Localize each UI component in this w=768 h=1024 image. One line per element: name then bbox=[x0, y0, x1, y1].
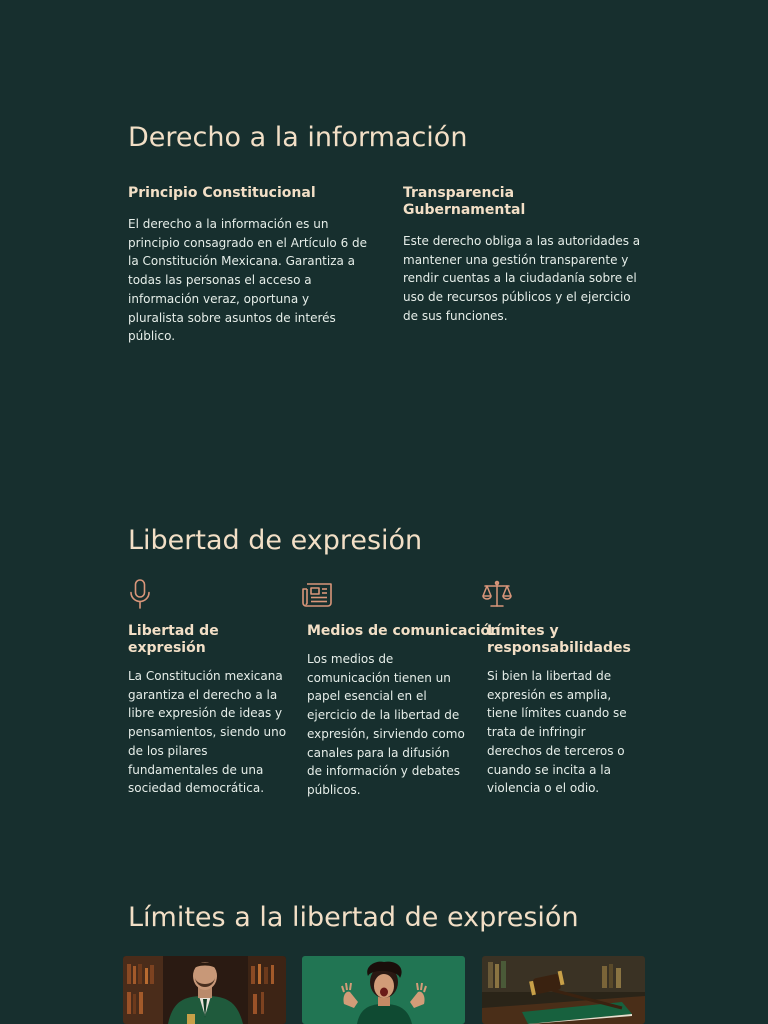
limites-responsabilidades-text: Si bien la libertad de expresión es amplia, tiene límites cuando se trata de infringir derechos de terceros o cuando se incita a la violencia o el odio. bbox=[487, 669, 627, 796]
section-title-derecho-informacion: Derecho a la información bbox=[128, 122, 468, 153]
libertad-expresion-text: La Constitución mexicana garantiza el derecho a la libre expresión de ideas y pensamientos, siendo uno de los pilares fundamentales de una sociedad democrática. bbox=[128, 669, 287, 796]
medios-comunicacion-block bbox=[307, 623, 501, 800]
principio-constitucional-text: El derecho a la información es un principio consagrado en el Artículo 6 de la Constitución Mexicana. Garantiza a todas las personas el acceso a información veraz, oportuna y pluralista sobre asuntos de interés público. bbox=[128, 217, 368, 344]
libertad-expresion-heading: Libertad de expresión bbox=[128, 623, 219, 656]
section-title-limites: Límites a la libertad de expresión bbox=[128, 902, 579, 933]
newspaper-icon bbox=[301, 578, 333, 610]
principio-constitucional-heading: Principio Constitucional bbox=[128, 185, 316, 201]
medios-comunicacion-heading: Medios de comunicación bbox=[307, 623, 501, 639]
medios-comunicacion-text: Los medios de comunicación tienen un papel esencial en el ejercicio de la libertad de expresión, sirviendo como canales para la difusión de información y debates públicos. bbox=[307, 652, 465, 797]
transparencia-text: Este derecho obliga a las autoridades a mantener una gestión transparente y rendir cuentas a la ciudadanía sobre el uso de recursos públicos y el ejercicio de sus funciones. bbox=[403, 234, 641, 323]
microphone-icon bbox=[124, 578, 156, 610]
transparencia-block bbox=[403, 185, 641, 326]
libertad-expresion-block bbox=[128, 623, 288, 798]
section-title-libertad-expresion: Libertad de expresión bbox=[128, 525, 423, 556]
transparencia-heading: Transparencia Gubernamental bbox=[403, 185, 526, 218]
principio-constitucional-block bbox=[128, 185, 368, 346]
limites-responsabilidades-heading: Límites y responsabilidades bbox=[487, 623, 631, 656]
gavel-photo bbox=[482, 956, 645, 1024]
shouting-woman-photo bbox=[302, 956, 465, 1024]
scales-icon bbox=[481, 578, 513, 610]
lawyer-photo bbox=[123, 956, 286, 1024]
limites-responsabilidades-block bbox=[487, 623, 631, 798]
